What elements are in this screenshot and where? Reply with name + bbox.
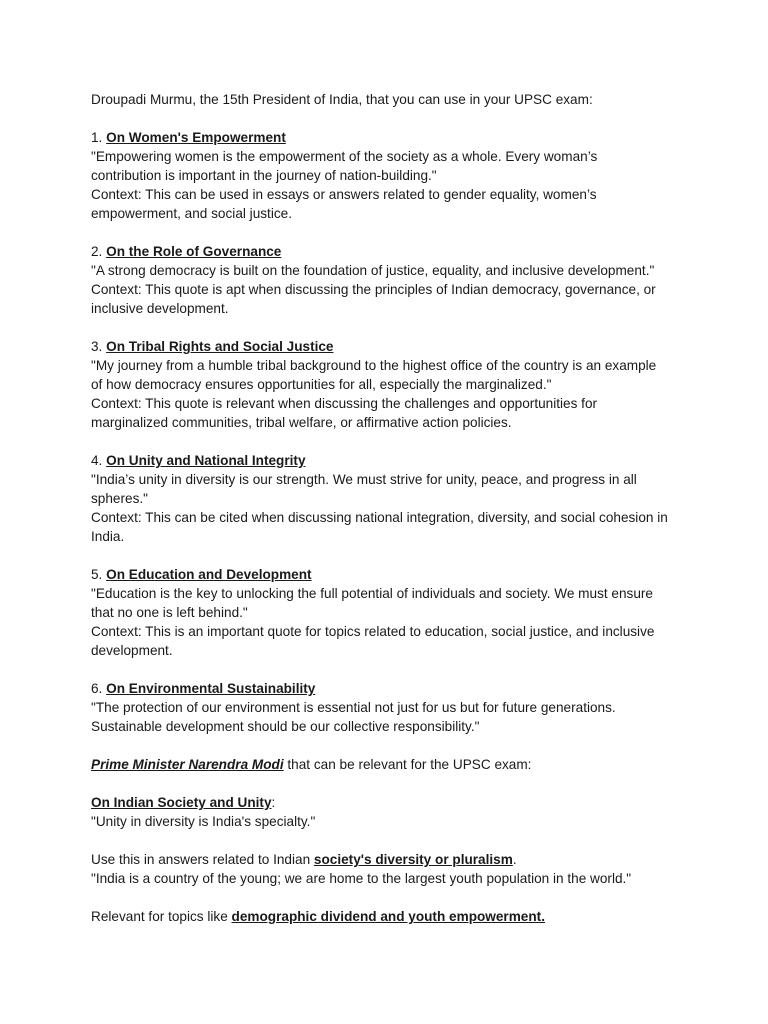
spacer: [91, 109, 691, 128]
spacer: [91, 546, 691, 565]
quote-line: "A strong democracy is built on the foundation of justice, equality, and inclusive development.": [91, 263, 655, 278]
quote-heading-line: [91, 242, 691, 261]
modi-subheading-line: [91, 793, 691, 812]
spacer: [91, 888, 691, 907]
quote-line: Sustainable development should be our collective responsibility.": [91, 719, 480, 734]
modi-relevant-highlight: demographic dividend and youth empowerment.: [231, 909, 545, 924]
quote-heading-line: [91, 451, 691, 470]
quote-line: "Empowering women is the empowerment of the society as a whole. Every woman’s: [91, 149, 598, 164]
quote-heading-line: [91, 565, 691, 584]
quote-number: 5.: [91, 567, 107, 582]
modi-intro-suffix: that can be relevant for the UPSC exam:: [283, 757, 532, 772]
spacer: [91, 432, 691, 451]
quote-number: 1.: [91, 130, 107, 145]
quote-heading: On Tribal Rights and Social Justice: [106, 339, 334, 354]
modi-use-line: [91, 850, 691, 869]
modi-quote-1: "Unity in diversity is India's specialty.": [91, 814, 316, 829]
quote-number: 3.: [91, 339, 107, 354]
quote-section: [91, 679, 691, 736]
document-page: [91, 90, 691, 926]
spacer: [91, 318, 691, 337]
spacer: [91, 660, 691, 679]
quote-heading: On the Role of Governance: [106, 244, 282, 259]
quote-number: 4.: [91, 453, 107, 468]
modi-quote-2: "India is a country of the young; we are home to the largest youth population in the world.": [91, 871, 632, 886]
quote-heading: On Women's Empowerment: [106, 130, 286, 145]
spacer: [91, 223, 691, 242]
quote-line: "My journey from a humble tribal background to the highest office of the country is an example: [91, 358, 657, 373]
quote-heading: On Education and Development: [106, 567, 312, 582]
context-line: Context: This can be used in essays or answers related to gender equality, women’s: [91, 187, 597, 202]
context-line: India.: [91, 529, 125, 544]
context-line: Context: This can be cited when discussing national integration, diversity, and social cohesion in: [91, 510, 668, 525]
quote-section: [91, 128, 691, 223]
context-line: empowerment, and social justice.: [91, 206, 292, 221]
quote-line: that no one is left behind.": [91, 605, 248, 620]
quote-section: [91, 337, 691, 432]
modi-intro-line: [91, 755, 691, 774]
quote-heading: On Environmental Sustainability: [106, 681, 316, 696]
quote-heading-line: [91, 679, 691, 698]
modi-subheading-suffix: :: [271, 795, 276, 810]
modi-use-suffix: .: [512, 852, 517, 867]
modi-name: Prime Minister Narendra Modi: [91, 757, 284, 772]
context-line: inclusive development.: [91, 301, 229, 316]
context-line: marginalized communities, tribal welfare, or affirmative action policies.: [91, 415, 512, 430]
quote-number: 2.: [91, 244, 107, 259]
quote-number: 6.: [91, 681, 107, 696]
quote-line: "The protection of our environment is essential not just for us but for future generations.: [91, 700, 616, 715]
modi-relevant-line: [91, 907, 691, 926]
quote-line: contribution is important in the journey of nation-building.": [91, 168, 437, 183]
spacer: [91, 736, 691, 755]
quote-section: [91, 242, 691, 318]
quote-section: [91, 565, 691, 660]
spacer: [91, 774, 691, 793]
context-line: development.: [91, 643, 173, 658]
modi-relevant-prefix: Relevant for topics like: [91, 909, 232, 924]
quote-line: spheres.": [91, 491, 148, 506]
modi-section: [91, 755, 691, 926]
spacer: [91, 831, 691, 850]
intro-text: Droupadi Murmu, the 15th President of India, that you can use in your UPSC exam:: [91, 92, 593, 107]
modi-use-prefix: Use this in answers related to Indian: [91, 852, 314, 867]
quote-line: "India’s unity in diversity is our strength. We must strive for unity, peace, and progress in all: [91, 472, 637, 487]
quote-heading-line: [91, 337, 691, 356]
quote-heading: On Unity and National Integrity: [106, 453, 306, 468]
context-line: Context: This quote is relevant when discussing the challenges and opportunities for: [91, 396, 598, 411]
quote-section: [91, 451, 691, 546]
modi-subheading: On Indian Society and Unity: [91, 795, 272, 810]
quote-line: "Education is the key to unlocking the full potential of individuals and society. We must ensure: [91, 586, 653, 601]
context-line: Context: This quote is apt when discussing the principles of Indian democracy, governance, or: [91, 282, 656, 297]
context-line: Context: This is an important quote for topics related to education, social justice, and inclusive: [91, 624, 655, 639]
modi-use-highlight: society's diversity or pluralism: [313, 852, 513, 867]
quote-heading-line: [91, 128, 691, 147]
quote-line: of how democracy ensures opportunities for all, especially the marginalized.": [91, 377, 552, 392]
